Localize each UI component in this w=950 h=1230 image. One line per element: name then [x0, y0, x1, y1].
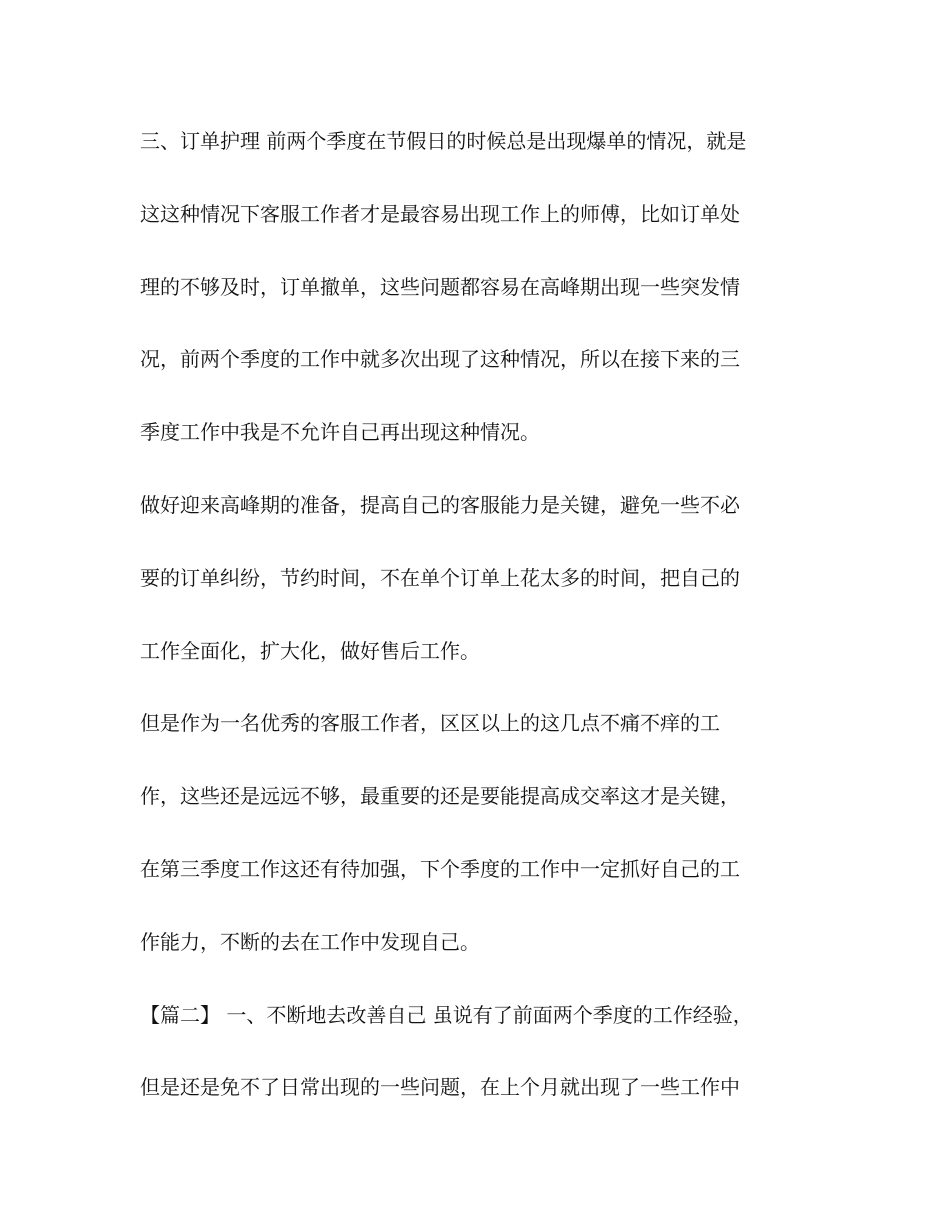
- text-line: 【篇二】 一、不断地去改善自己 虽说有了前面两个季度的工作经验，: [140, 1002, 753, 1027]
- text-line: 三、订单护理 前两个季度在节假日的时候总是出现爆单的情况，就是: [140, 129, 747, 153]
- text-line: 要的订单纠纷，节约时间，不在单个订单上花太多的时间，把自己的: [140, 565, 740, 590]
- text-line: 季度工作中我是不允许自己再出现这种情况。: [140, 420, 540, 445]
- text-line: 作，这些还是远远不够，最重要的还是要能提高成交率这才是关键，: [140, 784, 740, 809]
- text-line: 但是作为一名优秀的客服工作者，区区以上的这几点不痛不痒的工: [140, 711, 720, 736]
- text-line: 工作全面化，扩大化，做好售后工作。: [140, 638, 480, 663]
- text-line: 但是还是免不了日常出现的一些问题，在上个月就出现了一些工作中: [140, 1075, 740, 1100]
- text-line: 况，前两个季度的工作中就多次出现了这种情况，所以在接下来的三: [140, 347, 740, 372]
- text-line: 在第三季度工作这还有待加强，下个季度的工作中一定抓好自己的工: [140, 856, 740, 881]
- text-line: 理的不够及时，订单撤单，这些问题都容易在高峰期出现一些突发情: [140, 274, 740, 299]
- text-line: 作能力，不断的去在工作中发现自己。: [140, 929, 480, 954]
- text-line: 做好迎来高峰期的准备，提高自己的客服能力是关键，避免一些不必: [140, 492, 740, 517]
- document-body: [140, 118, 810, 1137]
- text-line: 这这种情况下客服工作者才是最容易出现工作上的师傅，比如订单处: [140, 201, 740, 226]
